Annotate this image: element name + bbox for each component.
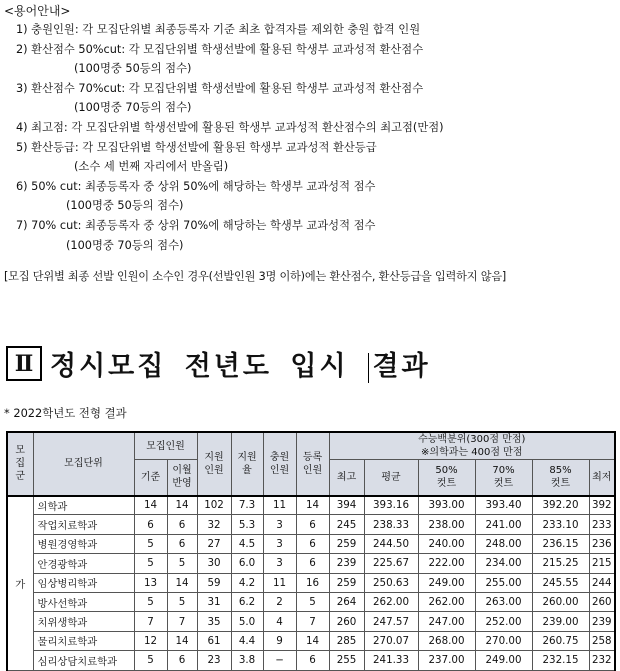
cell-registered: 6 — [296, 534, 329, 553]
cell-registered: 16 — [296, 573, 329, 592]
cell-carry: 6 — [167, 534, 197, 553]
cell-ratio: 4.5 — [231, 534, 263, 553]
cell-avg: 238.33 — [364, 515, 418, 534]
section-title-part1: 정시모집 전년도 입시 — [50, 351, 367, 382]
cell-applicants: 31 — [197, 592, 231, 611]
cell-filled: 2 — [263, 592, 296, 611]
glossary — [4, 2, 616, 255]
cell-cut85: 239.00 — [532, 612, 589, 631]
cell-cut85: 392.20 — [532, 496, 589, 515]
cell-cut50: 262.00 — [418, 592, 475, 611]
header-min: 최저 — [589, 460, 615, 496]
cell-ratio: 4.4 — [231, 631, 263, 650]
cell-min: 244 — [589, 573, 615, 592]
cell-carry: 5 — [167, 592, 197, 611]
cell-max: 394 — [329, 496, 364, 515]
glossary-line: 3) 환산점수 70%cut: 각 모집단위별 학생선발에 활용된 학생부 교과성적 환산점수 — [16, 81, 424, 95]
header-cut50: 50% 컷트 — [418, 460, 475, 496]
cell-cut70: 241.00 — [475, 515, 532, 534]
glossary-title: <용어안내> — [4, 4, 71, 18]
cell-dept: 치위생학과 — [33, 612, 134, 631]
cell-base: 5 — [134, 592, 167, 611]
cell-ratio: 5.0 — [231, 612, 263, 631]
cell-applicants: 23 — [197, 651, 231, 670]
cell-cut50: 222.00 — [418, 554, 475, 573]
cell-base: 14 — [134, 496, 167, 515]
header-dept: 모집단위 — [33, 432, 134, 496]
cell-cut85: 260.00 — [532, 592, 589, 611]
cell-avg: 270.07 — [364, 631, 418, 650]
header-recruit: 모집인원 — [134, 432, 197, 460]
cell-dept: 심리상담치료학과 — [33, 651, 134, 670]
header-registered: 등록 인원 — [296, 432, 329, 496]
cell-registered: 14 — [296, 631, 329, 650]
cell-cut70: 248.00 — [475, 534, 532, 553]
cell-filled: 11 — [263, 573, 296, 592]
cell-carry: 5 — [167, 554, 197, 573]
header-cut70: 70% 컷트 — [475, 460, 532, 496]
cell-avg: 225.67 — [364, 554, 418, 573]
header-cut85: 85% 컷트 — [532, 460, 589, 496]
cell-dept: 작업치료학과 — [33, 515, 134, 534]
cell-base: 13 — [134, 573, 167, 592]
header-avg: 평균 — [364, 460, 418, 496]
header-group: 모 집 군 — [7, 432, 33, 496]
cell-filled: 3 — [263, 515, 296, 534]
cell-registered: 6 — [296, 554, 329, 573]
glossary-line: (100명중 70등의 점수) — [66, 238, 184, 252]
results-table-body — [7, 496, 615, 671]
glossary-line: 4) 최고점: 각 모집단위별 학생선발에 활용된 학생부 교과성적 환산점수의 최고점(만점) — [16, 120, 444, 134]
cell-cut70: 255.00 — [475, 573, 532, 592]
cell-cut50: 268.00 — [418, 631, 475, 650]
cell-cut70: 263.00 — [475, 592, 532, 611]
cell-cut70: 249.00 — [475, 651, 532, 670]
header-applicants: 지원 인원 — [197, 432, 231, 496]
table-row — [7, 496, 615, 515]
section-number: Ⅱ — [14, 350, 34, 377]
cell-avg: 241.33 — [364, 651, 418, 670]
cell-applicants: 102 — [197, 496, 231, 515]
glossary-line: 6) 50% cut: 최종등록자 중 상위 50%에 해당하는 학생부 교과성적 점수 — [16, 179, 376, 193]
table-row — [7, 631, 615, 650]
table-row — [7, 573, 615, 592]
cell-max: 239 — [329, 554, 364, 573]
cell-avg: 250.63 — [364, 573, 418, 592]
cell-min: 215 — [589, 554, 615, 573]
cell-ratio: 6.0 — [231, 554, 263, 573]
text-cursor — [368, 353, 370, 383]
cell-registered: 6 — [296, 515, 329, 534]
header-recruit-base: 기준 — [134, 460, 167, 496]
cell-ratio: 7.3 — [231, 496, 263, 515]
cell-cut85: 236.15 — [532, 534, 589, 553]
table-row — [7, 534, 615, 553]
cell-avg: 393.16 — [364, 496, 418, 515]
cell-filled: 3 — [263, 554, 296, 573]
cell-min: 392 — [589, 496, 615, 515]
cell-base: 5 — [134, 651, 167, 670]
cell-avg: 262.00 — [364, 592, 418, 611]
group-cell: 가 — [7, 496, 33, 671]
cell-min: 239 — [589, 612, 615, 631]
table-row — [7, 651, 615, 670]
cell-cut85: 233.10 — [532, 515, 589, 534]
cell-max: 259 — [329, 534, 364, 553]
glossary-line: 5) 환산등급: 각 모집단위별 학생선발에 활용된 학생부 교과성적 환산등급 — [16, 140, 377, 154]
cell-cut50: 247.00 — [418, 612, 475, 631]
table-row — [7, 554, 615, 573]
cell-applicants: 32 — [197, 515, 231, 534]
header-max: 최고 — [329, 460, 364, 496]
cell-applicants: 27 — [197, 534, 231, 553]
cell-cut70: 393.40 — [475, 496, 532, 515]
section-heading — [6, 344, 431, 383]
table-subtitle: * 2022학년도 전형 결과 — [4, 406, 127, 420]
cell-applicants: 61 — [197, 631, 231, 650]
cell-cut85: 215.25 — [532, 554, 589, 573]
cell-cut50: 238.00 — [418, 515, 475, 534]
cell-filled: − — [263, 651, 296, 670]
cell-carry: 14 — [167, 496, 197, 515]
cell-carry: 7 — [167, 612, 197, 631]
cell-avg: 247.57 — [364, 612, 418, 631]
cell-avg: 244.50 — [364, 534, 418, 553]
cell-base: 6 — [134, 515, 167, 534]
cell-applicants: 59 — [197, 573, 231, 592]
cell-ratio: 6.2 — [231, 592, 263, 611]
cell-base: 5 — [134, 534, 167, 553]
cell-max: 255 — [329, 651, 364, 670]
cell-min: 258 — [589, 631, 615, 650]
table-row — [7, 612, 615, 631]
cell-cut50: 240.00 — [418, 534, 475, 553]
cell-filled: 11 — [263, 496, 296, 515]
header-filled: 충원 인원 — [263, 432, 296, 496]
cell-dept: 병원경영학과 — [33, 534, 134, 553]
cell-carry: 14 — [167, 573, 197, 592]
glossary-line: (100명중 50등의 점수) — [66, 199, 184, 213]
section-title-part2: 결과 — [372, 351, 431, 382]
cell-cut50: 393.00 — [418, 496, 475, 515]
glossary-line: (100명중 50등의 점수) — [74, 62, 192, 76]
cell-registered: 6 — [296, 651, 329, 670]
cell-cut50: 249.00 — [418, 573, 475, 592]
glossary-line: (소수 세 번째 자리에서 반올림) — [74, 160, 229, 174]
cell-carry: 6 — [167, 515, 197, 534]
cell-cut70: 270.00 — [475, 631, 532, 650]
cell-cut85: 245.55 — [532, 573, 589, 592]
cell-registered: 7 — [296, 612, 329, 631]
cell-filled: 3 — [263, 534, 296, 553]
cell-dept: 방사선학과 — [33, 592, 134, 611]
cell-dept: 안경광학과 — [33, 554, 134, 573]
cell-ratio: 4.2 — [231, 573, 263, 592]
cell-max: 245 — [329, 515, 364, 534]
cell-min: 260 — [589, 592, 615, 611]
cell-cut85: 232.15 — [532, 651, 589, 670]
cell-base: 5 — [134, 554, 167, 573]
table-row — [7, 515, 615, 534]
cell-max: 260 — [329, 612, 364, 631]
cell-applicants: 30 — [197, 554, 231, 573]
header-recruit-carry: 이월 반영 — [167, 460, 197, 496]
glossary-line: (100명중 70등의 점수) — [74, 101, 192, 115]
glossary-line: 2) 환산점수 50%cut: 각 모집단위별 학생선발에 활용된 학생부 교과성적 환산점수 — [16, 42, 424, 56]
section-title — [50, 344, 431, 383]
cell-max: 264 — [329, 592, 364, 611]
cell-filled: 9 — [263, 631, 296, 650]
header-suneung: 수능백분위(300점 만점) ※의학과는 400점 만점 — [329, 432, 615, 460]
cell-base: 7 — [134, 612, 167, 631]
cell-max: 259 — [329, 573, 364, 592]
results-table — [6, 431, 616, 671]
cell-applicants: 35 — [197, 612, 231, 631]
cell-min: 233 — [589, 515, 615, 534]
cell-base: 12 — [134, 631, 167, 650]
cell-carry: 14 — [167, 631, 197, 650]
cell-filled: 4 — [263, 612, 296, 631]
cell-cut70: 234.00 — [475, 554, 532, 573]
cell-ratio: 5.3 — [231, 515, 263, 534]
cell-dept: 의학과 — [33, 496, 134, 515]
cell-min: 232 — [589, 651, 615, 670]
cell-ratio: 3.8 — [231, 651, 263, 670]
header-ratio: 지원 율 — [231, 432, 263, 496]
cell-cut85: 260.75 — [532, 631, 589, 650]
cell-cut50: 237.00 — [418, 651, 475, 670]
section-number-box — [6, 346, 42, 381]
glossary-line: 7) 70% cut: 최종등록자 중 상위 70%에 해당하는 학생부 교과성적 점수 — [16, 218, 376, 232]
cell-max: 285 — [329, 631, 364, 650]
cell-min: 236 — [589, 534, 615, 553]
cell-registered: 14 — [296, 496, 329, 515]
cell-dept: 물리치료학과 — [33, 631, 134, 650]
glossary-lines — [4, 20, 616, 255]
cell-dept: 임상병리학과 — [33, 573, 134, 592]
notice-text: [모집 단위별 최종 선발 인원이 소수인 경우(선발인원 3명 이하)에는 환산점수, 환산등급을 입력하지 않음] — [4, 270, 507, 283]
cell-registered: 5 — [296, 592, 329, 611]
cell-cut70: 252.00 — [475, 612, 532, 631]
table-row — [7, 592, 615, 611]
cell-carry: 6 — [167, 651, 197, 670]
glossary-line: 1) 충원인원: 각 모집단위별 최종등록자 기준 최초 합격자를 제외한 충원 합격 인원 — [16, 23, 421, 36]
